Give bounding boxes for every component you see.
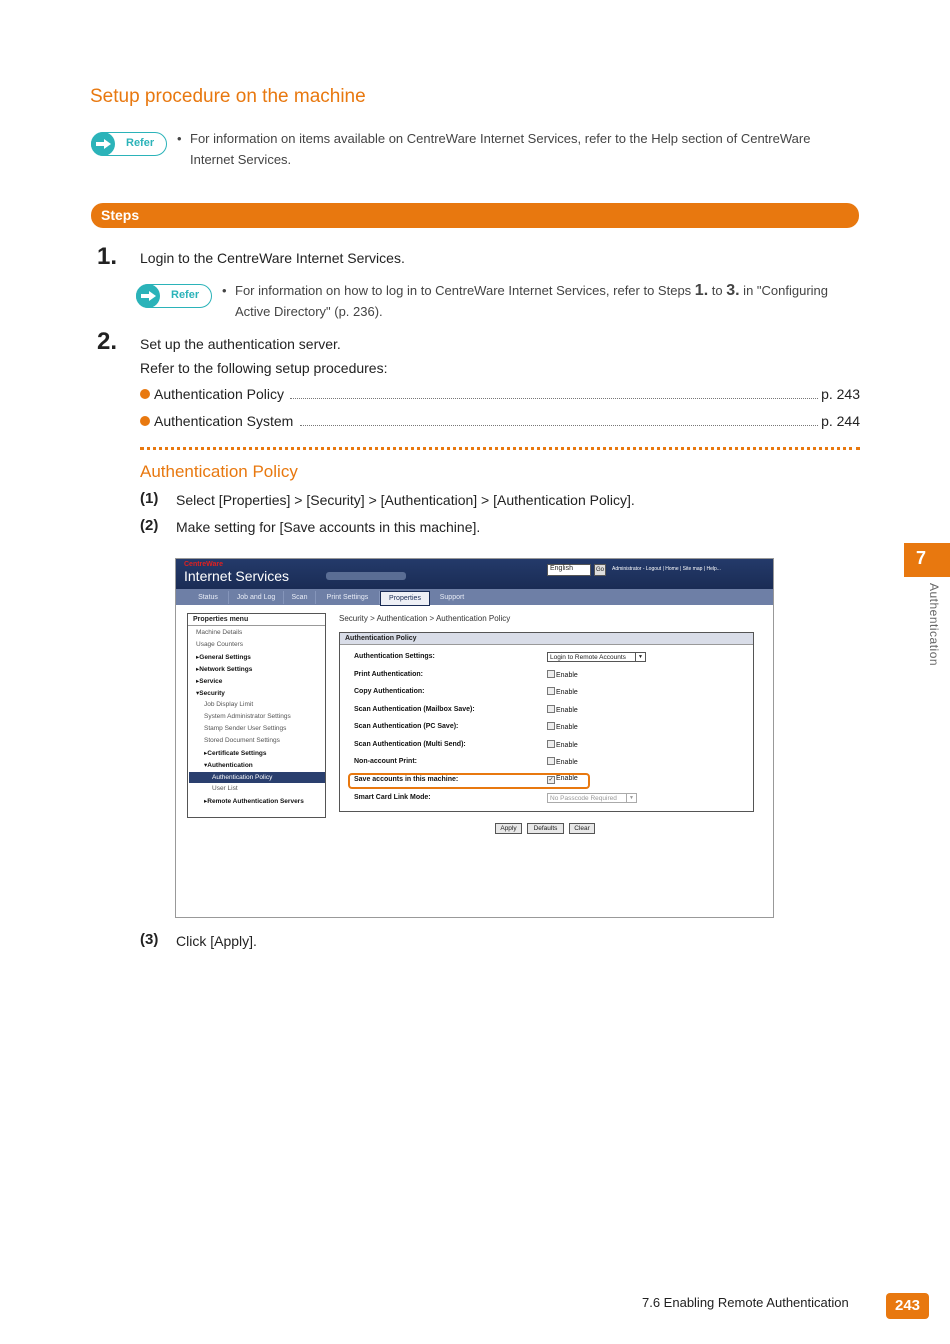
checkbox-icon: [547, 670, 555, 678]
tab-print-settings[interactable]: Print Settings: [316, 591, 380, 604]
menu-item[interactable]: ▸Network Settings: [196, 666, 253, 673]
menu-item[interactable]: Stored Document Settings: [204, 737, 280, 744]
note-text: to: [708, 283, 727, 298]
note-line: Internet Services.: [190, 152, 292, 167]
chapter-number: 7: [915, 548, 926, 568]
screenshot-figure: [175, 558, 774, 918]
setting-label: Scan Authentication (PC Save):: [354, 723, 459, 730]
leader-dots: [300, 425, 818, 426]
leader-dots: [290, 398, 818, 399]
refer-label: Refer: [171, 289, 200, 301]
arrow-right-icon: [136, 284, 160, 308]
checkmark-icon: ✓: [548, 777, 554, 783]
defaults-button[interactable]: Defaults: [527, 823, 564, 834]
blurred-text: [326, 572, 406, 580]
chevron-down-icon: ▼: [626, 794, 636, 802]
menu-item[interactable]: ▸Remote Authentication Servers: [204, 798, 304, 805]
step-number: 1.: [97, 243, 118, 270]
footer-section: 7.6 Enabling Remote Authentication: [642, 1295, 849, 1310]
substep-text: Make setting for [Save accounts in this machine].: [176, 519, 481, 535]
setting-label: Authentication Settings:: [354, 653, 435, 660]
chevron-down-icon: ▼: [635, 653, 645, 661]
checkbox-icon: [547, 722, 555, 730]
menu-item-selected[interactable]: Authentication Policy: [189, 772, 325, 783]
select-value: Login to Remote Accounts: [550, 654, 626, 661]
checkbox-label: Enable: [556, 742, 578, 749]
note-text: For information on how to log in to CentreWare Internet Services, refer to Steps: [235, 283, 695, 298]
step-number: 2.: [97, 328, 118, 355]
note-line: Active Directory" (p. 236).: [235, 304, 383, 319]
substep-text: Select [Properties] > [Security] > [Authentication] > [Authentication Policy].: [176, 492, 635, 508]
checkbox-label: Enable: [556, 759, 578, 766]
cwis-header: [176, 559, 773, 589]
checkbox-label: Enable: [556, 707, 578, 714]
checkbox-label: Enable: [556, 775, 578, 782]
note-text: in "Configuring: [739, 283, 829, 298]
substep-number: (1): [140, 490, 159, 507]
checkbox-icon: [547, 705, 555, 713]
step-text: Set up the authentication server.: [140, 336, 341, 352]
setting-label: Non-account Print:: [354, 758, 417, 765]
properties-menu: [187, 613, 326, 818]
menu-item[interactable]: ▾Security: [196, 690, 225, 697]
arrow-right-icon: [91, 132, 115, 156]
substep-number: (3): [140, 931, 159, 948]
menu-item[interactable]: ▸Service: [196, 678, 223, 685]
bullet: •: [177, 131, 182, 146]
checkbox-enable[interactable]: [547, 705, 578, 714]
checkbox-icon: [547, 740, 555, 748]
checkbox-label: Enable: [556, 724, 578, 731]
refer-badge: [91, 132, 167, 156]
auth-settings-select[interactable]: [547, 652, 646, 662]
section-title: Setup procedure on the machine: [90, 86, 366, 107]
refer-note-1: [190, 128, 810, 170]
chapter-label: Authentication: [927, 583, 941, 667]
setting-label: Print Authentication:: [354, 671, 423, 678]
menu-item[interactable]: User List: [212, 785, 238, 792]
menu-item[interactable]: System Administrator Settings: [204, 713, 291, 720]
smart-card-select[interactable]: [547, 793, 637, 803]
menu-item[interactable]: ▸General Settings: [196, 654, 251, 661]
menu-item[interactable]: Usage Counters: [196, 641, 243, 648]
menu-item[interactable]: ▸Certificate Settings: [204, 750, 267, 757]
menu-item[interactable]: Job Display Limit: [204, 701, 254, 708]
step-text: Refer to the following setup procedures:: [140, 360, 388, 376]
substep-text: Click [Apply].: [176, 933, 257, 949]
toc-item[interactable]: [140, 386, 860, 404]
setting-label: Scan Authentication (Mailbox Save):: [354, 706, 475, 713]
checkbox-label: Enable: [556, 689, 578, 696]
breadcrumb: Security > Authentication > Authentication Policy: [339, 614, 511, 623]
checkbox-label: Enable: [556, 672, 578, 679]
bullet-icon: [140, 416, 150, 426]
checkbox-enable[interactable]: [547, 740, 578, 749]
checkbox-enable[interactable]: [547, 757, 578, 766]
bullet-icon: [140, 389, 150, 399]
checkbox-icon: [547, 757, 555, 765]
tab-job-and-log[interactable]: Job and Log: [229, 591, 284, 604]
note-line: For information on items available on CentreWare Internet Services, refer to the Help section of CentreWare: [190, 131, 811, 146]
menu-item[interactable]: ▾Authentication: [204, 762, 253, 769]
toc-page: p. 244: [821, 413, 860, 429]
checkbox-enable[interactable]: [547, 670, 578, 679]
tab-scan[interactable]: Scan: [284, 591, 316, 604]
step-ref: 1.: [694, 282, 709, 299]
toc-page: p. 243: [821, 386, 860, 402]
brand-logo: CentreWare: [184, 561, 224, 568]
refer-label: Refer: [126, 137, 155, 149]
highlight-box: [348, 773, 590, 789]
tab-status[interactable]: Status: [188, 591, 229, 604]
checkbox-icon: [547, 687, 555, 695]
substep-number: (2): [140, 517, 159, 534]
toc-label: Authentication System: [154, 413, 294, 429]
clear-button[interactable]: Clear: [569, 823, 595, 834]
checkbox-enable[interactable]: [547, 722, 578, 731]
tab-support[interactable]: Support: [439, 594, 465, 601]
menu-item[interactable]: Stamp Sender User Settings: [204, 725, 287, 732]
apply-button[interactable]: Apply: [495, 823, 522, 834]
refer-note-2: [235, 280, 828, 322]
step-ref: 3.: [726, 282, 740, 299]
refer-badge: [136, 284, 212, 308]
page-number: 243: [886, 1293, 929, 1319]
step-text: Login to the CentreWare Internet Services.: [140, 250, 405, 266]
chapter-tab: [904, 543, 950, 577]
setting-label: Scan Authentication (Multi Send):: [354, 741, 466, 748]
toc-label: Authentication Policy: [154, 386, 284, 402]
menu-item[interactable]: Machine Details: [196, 629, 243, 636]
subsection-title: Authentication Policy: [140, 462, 298, 481]
select-value: No Passcode Required: [550, 795, 617, 802]
setting-label: Copy Authentication:: [354, 688, 425, 695]
go-button[interactable]: Go: [594, 564, 606, 576]
language-select[interactable]: English: [547, 564, 591, 576]
toc-item[interactable]: [140, 413, 860, 431]
bullet: •: [222, 283, 227, 298]
top-links[interactable]: Administrator - Logout | Home | Site map | Help...: [612, 566, 721, 572]
app-title: Internet Services: [184, 568, 290, 584]
setting-label: Save accounts in this machine:: [354, 776, 459, 783]
steps-label: Steps: [101, 207, 140, 223]
divider: [140, 447, 860, 450]
checkbox-enable[interactable]: [547, 687, 578, 696]
setting-label: Smart Card Link Mode:: [354, 794, 431, 801]
tab-bar: [176, 589, 773, 605]
menu-title: Properties menu: [188, 614, 325, 626]
panel-title: Authentication Policy: [340, 633, 753, 645]
tab-properties[interactable]: Properties: [380, 591, 430, 606]
steps-bar: [91, 203, 859, 228]
